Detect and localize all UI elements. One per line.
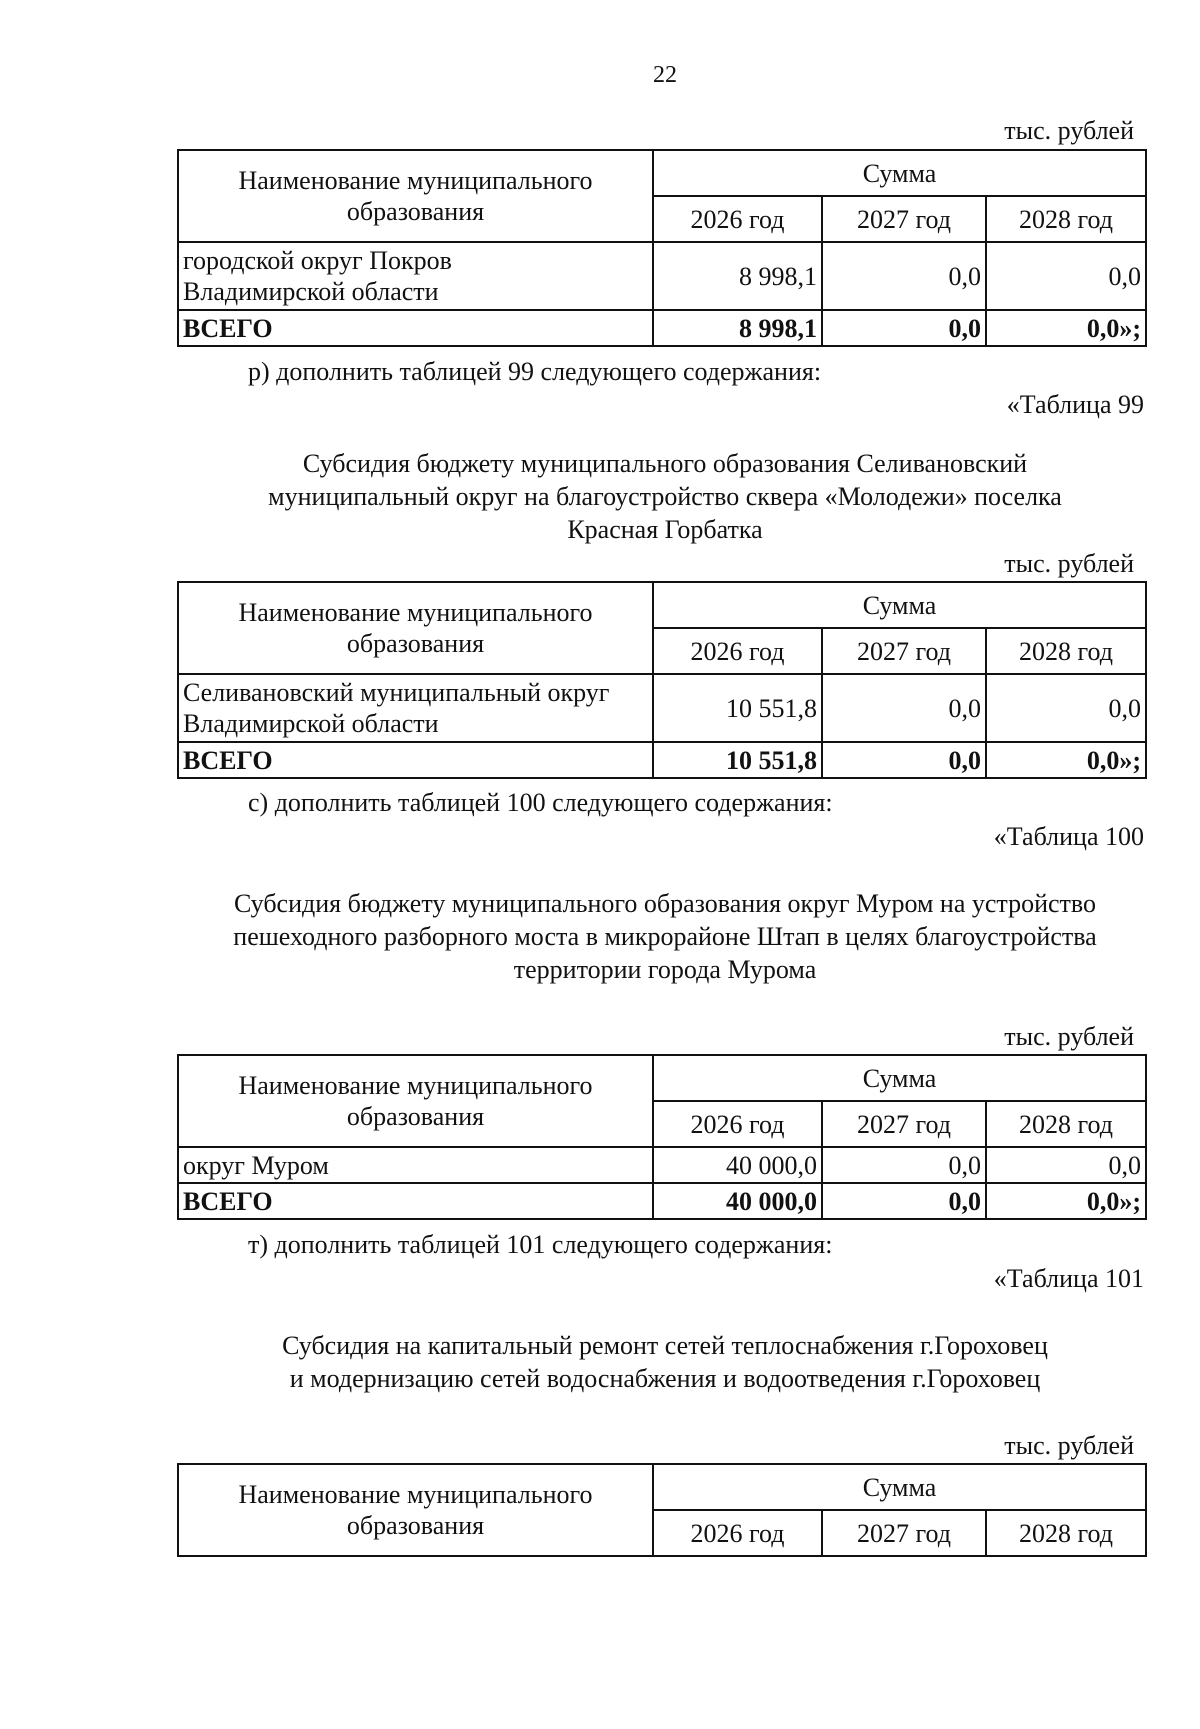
total-value: 10 551,8 <box>653 742 822 778</box>
table-100 <box>177 1054 1147 1220</box>
year-header: 2028 год <box>986 628 1146 674</box>
table-99-title: Субсидия бюджету муниципального образования Селивановский муниципальный округ на благоустройство сквера «Молодежи» поселка Красная Горбатка <box>268 449 1062 544</box>
unit-label: тыс. рублей <box>1004 116 1134 145</box>
municipality-name: городской округ Покров Владимирской области <box>178 242 653 310</box>
sum-header: Сумма <box>653 582 1146 628</box>
paragraph-s: с) дополнить таблицей 100 следующего содержания: <box>248 788 833 817</box>
municipality-name: Селивановский муниципальный округ Владимирской области <box>178 674 653 742</box>
sum-header: Сумма <box>653 150 1146 196</box>
name-column-header: Наименование муниципального образования <box>178 582 653 674</box>
table-100-reference: «Таблица 100 <box>993 822 1144 851</box>
year-header: 2026 год <box>653 1510 822 1556</box>
year-header: 2028 год <box>986 196 1146 242</box>
total-row <box>178 1183 1146 1219</box>
value-cell: 0,0 <box>986 1147 1146 1183</box>
total-value: 0,0 <box>822 742 986 778</box>
value-cell: 10 551,8 <box>653 674 822 742</box>
value-cell: 8 998,1 <box>653 242 822 310</box>
year-header: 2028 год <box>986 1510 1146 1556</box>
table-row <box>178 674 1146 742</box>
year-header: 2027 год <box>822 628 986 674</box>
table-101 <box>177 1463 1147 1557</box>
table-98 <box>177 149 1147 347</box>
year-header: 2028 год <box>986 1101 1146 1147</box>
table-row <box>178 1147 1146 1183</box>
total-value: 0,0»; <box>986 1183 1146 1219</box>
year-header: 2026 год <box>653 196 822 242</box>
header-row <box>178 1055 1146 1101</box>
year-header: 2027 год <box>822 1101 986 1147</box>
table-101-reference: «Таблица 101 <box>993 1264 1144 1293</box>
value-cell: 40 000,0 <box>653 1147 822 1183</box>
unit-label: тыс. рублей <box>1004 1022 1134 1051</box>
total-row <box>178 310 1146 346</box>
total-label: ВСЕГО <box>178 310 653 346</box>
sum-header: Сумма <box>653 1464 1146 1510</box>
table-101-title: Субсидия на капитальный ремонт сетей теплоснабжения г.Гороховец и модернизацию сетей водоснабжения и водоотведения г.Гороховец <box>282 1331 1048 1393</box>
name-column-header: Наименование муниципального образования <box>178 1055 653 1147</box>
name-column-header: Наименование муниципального образования <box>178 150 653 242</box>
page-number: 22 <box>653 62 677 88</box>
total-value: 8 998,1 <box>653 310 822 346</box>
paragraph-r: р) дополнить таблицей 99 следующего содержания: <box>248 357 822 386</box>
total-value: 0,0 <box>822 1183 986 1219</box>
paragraph-t: т) дополнить таблицей 101 следующего содержания: <box>248 1230 833 1259</box>
value-cell: 0,0 <box>822 674 986 742</box>
total-label: ВСЕГО <box>178 1183 653 1219</box>
total-value: 0,0»; <box>986 310 1146 346</box>
header-row <box>178 150 1146 196</box>
total-value: 0,0 <box>822 310 986 346</box>
total-value: 40 000,0 <box>653 1183 822 1219</box>
table-99 <box>177 581 1147 779</box>
municipality-name: округ Муром <box>178 1147 653 1183</box>
year-header: 2027 год <box>822 1510 986 1556</box>
table-99-reference: «Таблица 99 <box>1006 390 1144 419</box>
sum-header: Сумма <box>653 1055 1146 1101</box>
year-header: 2027 год <box>822 196 986 242</box>
header-row <box>178 1464 1146 1510</box>
header-row <box>178 582 1146 628</box>
value-cell: 0,0 <box>986 242 1146 310</box>
total-row <box>178 742 1146 778</box>
unit-label: тыс. рублей <box>1004 1431 1134 1460</box>
unit-label: тыс. рублей <box>1004 549 1134 578</box>
year-header: 2026 год <box>653 1101 822 1147</box>
value-cell: 0,0 <box>986 674 1146 742</box>
table-row <box>178 242 1146 310</box>
value-cell: 0,0 <box>822 1147 986 1183</box>
name-column-header: Наименование муниципального образования <box>178 1464 653 1556</box>
value-cell: 0,0 <box>822 242 986 310</box>
table-100-title: Субсидия бюджету муниципального образования округ Муром на устройство пешеходного разборного моста в микрорайоне Штап в целях благоустройства территории города Мурома <box>233 889 1097 984</box>
year-header: 2026 год <box>653 628 822 674</box>
total-value: 0,0»; <box>986 742 1146 778</box>
total-label: ВСЕГО <box>178 742 653 778</box>
